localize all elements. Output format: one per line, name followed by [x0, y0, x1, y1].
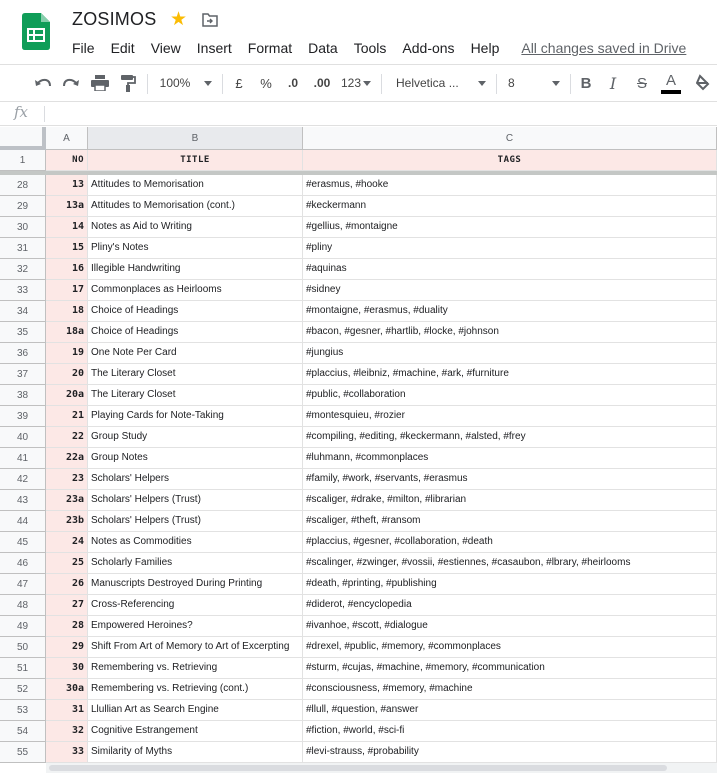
decrease-decimal-button[interactable]	[281, 65, 305, 101]
row-number[interactable]: 31	[0, 238, 46, 259]
cell-tags[interactable]: #aquinas	[303, 259, 717, 280]
toolbar-separator	[570, 74, 571, 94]
cell-no[interactable]: 27	[46, 595, 88, 616]
cell-tags[interactable]: #gellius, #montaigne	[303, 217, 717, 238]
cell-no[interactable]: 25	[46, 553, 88, 574]
cell-no[interactable]: 17	[46, 280, 88, 301]
cell-tags[interactable]: #placcius, #leibniz, #machine, #ark, #furniture	[303, 364, 717, 385]
formula-divider	[44, 106, 45, 122]
cell-tags[interactable]: #death, #printing, #publishing	[303, 574, 717, 595]
cell-no[interactable]: 22	[46, 427, 88, 448]
row-number[interactable]: 30	[0, 217, 46, 238]
table-row	[0, 259, 717, 280]
cell-tags[interactable]: #fiction, #world, #sci-fi	[303, 721, 717, 742]
table-row	[0, 364, 717, 385]
row-number[interactable]: 51	[0, 658, 46, 679]
row-number[interactable]: 43	[0, 490, 46, 511]
paint-bucket-icon	[696, 74, 714, 92]
header-cell-no[interactable]: NO	[46, 150, 88, 171]
table-row	[0, 217, 717, 238]
column-header-b[interactable]: B	[88, 127, 303, 150]
row-number[interactable]: 52	[0, 679, 46, 700]
cell-tags[interactable]: #scaliger, #theft, #ransom	[303, 511, 717, 532]
table-row	[0, 175, 717, 196]
table-row	[0, 343, 717, 364]
cell-title[interactable]: Attitudes to Memorisation	[88, 175, 303, 196]
row-number[interactable]: 46	[0, 553, 46, 574]
cell-title[interactable]: Notes as Commodities	[88, 532, 303, 553]
row-number[interactable]: 47	[0, 574, 46, 595]
table-row	[0, 721, 717, 742]
table-row	[0, 406, 717, 427]
cell-no[interactable]: 23b	[46, 511, 88, 532]
cell-title[interactable]: Manuscripts Destroyed During Printing	[88, 574, 303, 595]
table-row	[0, 553, 717, 574]
cell-no[interactable]: 23a	[46, 490, 88, 511]
cell-no[interactable]: 23	[46, 469, 88, 490]
cell-title[interactable]: Similarity of Myths	[88, 742, 303, 763]
cell-no[interactable]: 33	[46, 742, 88, 763]
cell-title[interactable]: Attitudes to Memorisation (cont.)	[88, 196, 303, 217]
cell-title[interactable]: Remembering vs. Retrieving (cont.)	[88, 679, 303, 700]
cell-no[interactable]: 20a	[46, 385, 88, 406]
cell-tags[interactable]: #llull, #question, #answer	[303, 700, 717, 721]
chevron-down-icon	[552, 81, 560, 86]
text-color-label: A	[665, 71, 676, 89]
cell-title[interactable]: Scholars' Helpers (Trust)	[88, 511, 303, 532]
formula-bar	[0, 102, 717, 126]
cell-no[interactable]: 21	[46, 406, 88, 427]
row-number[interactable]: 36	[0, 343, 46, 364]
row-number[interactable]: 41	[0, 448, 46, 469]
menu-data[interactable]: Data	[308, 40, 338, 56]
toolbar-separator	[381, 74, 382, 94]
cell-no[interactable]: 15	[46, 238, 88, 259]
cell-tags[interactable]: #levi-strauss, #probability	[303, 742, 717, 763]
cell-tags[interactable]: #placcius, #gesner, #collaboration, #death	[303, 532, 717, 553]
row-number[interactable]: 45	[0, 532, 46, 553]
cell-no[interactable]: 16	[46, 259, 88, 280]
toolbar-separator	[147, 74, 148, 94]
currency-format-button[interactable]: £	[235, 75, 243, 91]
row-number[interactable]: 54	[0, 721, 46, 742]
cell-title[interactable]: Group Notes	[88, 448, 303, 469]
row-number[interactable]: 32	[0, 259, 46, 280]
table-row	[0, 301, 717, 322]
cell-no[interactable]: 14	[46, 217, 88, 238]
cell-title[interactable]: Playing Cards for Note-Taking	[88, 406, 303, 427]
menu-bar	[64, 37, 686, 59]
cell-title[interactable]: The Literary Closet	[88, 364, 303, 385]
table-row	[0, 490, 717, 511]
spreadsheet-grid	[0, 127, 717, 773]
table-row	[0, 658, 717, 679]
cell-title[interactable]: Shift From Art of Memory to Art of Excerpting	[88, 637, 303, 658]
row-number[interactable]: 38	[0, 385, 46, 406]
menu-help[interactable]: Help	[470, 40, 500, 56]
increase-decimal-button[interactable]	[309, 65, 335, 101]
print-button[interactable]	[89, 65, 111, 101]
cell-tags[interactable]: #family, #work, #servants, #erasmus	[303, 469, 717, 490]
table-row	[0, 511, 717, 532]
table-row	[0, 574, 717, 595]
row-number[interactable]: 34	[0, 301, 46, 322]
zoom-value: 100%	[159, 76, 191, 90]
cell-tags[interactable]: #scaliger, #drake, #milton, #librarian	[303, 490, 717, 511]
print-icon	[91, 75, 109, 91]
header-cell-tags[interactable]: TAGS	[303, 150, 717, 171]
row-number[interactable]: 29	[0, 196, 46, 217]
cell-no[interactable]: 22a	[46, 448, 88, 469]
cell-tags[interactable]: #sturm, #cujas, #machine, #memory, #communication	[303, 658, 717, 679]
table-row	[0, 616, 717, 637]
cell-tags[interactable]: #drexel, #public, #memory, #commonplaces	[303, 637, 717, 658]
cell-title[interactable]: Illegible Handwriting	[88, 259, 303, 280]
table-row	[0, 385, 717, 406]
cell-no[interactable]: 24	[46, 532, 88, 553]
header-row	[0, 150, 717, 171]
cell-tags[interactable]: #erasmus, #hooke	[303, 175, 717, 196]
cell-title[interactable]: Remembering vs. Retrieving	[88, 658, 303, 679]
row-number[interactable]: 28	[0, 175, 46, 196]
row-number[interactable]: 48	[0, 595, 46, 616]
column-header-c[interactable]: C	[303, 127, 717, 150]
menu-format[interactable]: Format	[247, 40, 293, 56]
cell-no[interactable]: 28	[46, 616, 88, 637]
table-row	[0, 637, 717, 658]
row-number[interactable]: 42	[0, 469, 46, 490]
cell-title[interactable]: Scholars' Helpers (Trust)	[88, 490, 303, 511]
bold-button[interactable]: B	[580, 74, 592, 92]
cell-tags[interactable]: #bacon, #gesner, #hartlib, #locke, #johnson	[303, 322, 717, 343]
cell-tags[interactable]: #public, #collaboration	[303, 385, 717, 406]
cell-tags[interactable]: #diderot, #encyclopedia	[303, 595, 717, 616]
redo-button[interactable]	[60, 65, 82, 101]
cell-title[interactable]: Commonplaces as Heirlooms	[88, 280, 303, 301]
star-icon[interactable]: ★	[170, 9, 188, 30]
font-size-value: 8	[508, 76, 515, 90]
cell-title[interactable]: Pliny's Notes	[88, 238, 303, 259]
paint-format-icon	[120, 74, 136, 92]
cell-tags[interactable]: #compiling, #editing, #keckermann, #alsted, #frey	[303, 427, 717, 448]
cell-title[interactable]: The Literary Closet	[88, 385, 303, 406]
table-row	[0, 196, 717, 217]
cell-title[interactable]: Cross-Referencing	[88, 595, 303, 616]
chevron-down-icon	[478, 81, 486, 86]
toolbar-separator	[496, 74, 497, 94]
table-row	[0, 595, 717, 616]
save-status-link[interactable]: All changes saved in Drive	[521, 40, 687, 56]
cell-no[interactable]: 30	[46, 658, 88, 679]
chevron-down-icon	[363, 81, 371, 86]
table-row	[0, 322, 717, 343]
cell-no[interactable]: 13	[46, 175, 88, 196]
menu-edit[interactable]: Edit	[110, 40, 135, 56]
cell-title[interactable]: Llullian Art as Search Engine	[88, 700, 303, 721]
table-row	[0, 448, 717, 469]
header-cell-title[interactable]: TITLE	[88, 150, 303, 171]
sheets-logo-icon[interactable]	[22, 13, 50, 50]
row-number[interactable]: 33	[0, 280, 46, 301]
percent-format-button[interactable]: %	[260, 75, 272, 91]
cell-tags[interactable]: #consciousness, #memory, #machine	[303, 679, 717, 700]
document-title[interactable]: ZOSIMOS	[72, 9, 157, 29]
cell-title[interactable]: Scholars' Helpers	[88, 469, 303, 490]
cell-no[interactable]: 29	[46, 637, 88, 658]
row-number[interactable]: 1	[0, 150, 46, 171]
cell-tags[interactable]: #sidney	[303, 280, 717, 301]
toolbar	[0, 64, 717, 102]
table-row	[0, 238, 717, 259]
paint-format-button[interactable]	[117, 65, 139, 101]
decrease-decimal-label: .0	[287, 76, 298, 90]
font-size-select[interactable]	[504, 65, 564, 101]
table-row	[0, 427, 717, 448]
table-row	[0, 469, 717, 490]
italic-button[interactable]: I	[609, 73, 617, 93]
cell-no[interactable]: 13a	[46, 196, 88, 217]
cell-no[interactable]: 18	[46, 301, 88, 322]
undo-button[interactable]	[32, 65, 54, 101]
scrollbar-thumb[interactable]	[49, 765, 667, 771]
cell-title[interactable]: Choice of Headings	[88, 301, 303, 322]
font-family-value: Helvetica ...	[396, 76, 459, 90]
strikethrough-button[interactable]: S	[636, 74, 647, 92]
cell-tags[interactable]: #montaigne, #erasmus, #duality	[303, 301, 717, 322]
cell-no[interactable]: 26	[46, 574, 88, 595]
title-bar	[0, 0, 717, 64]
horizontal-scrollbar[interactable]	[46, 763, 717, 773]
cell-no[interactable]: 18a	[46, 322, 88, 343]
row-number[interactable]: 50	[0, 637, 46, 658]
toolbar-separator	[222, 74, 223, 94]
cell-title[interactable]: Group Study	[88, 427, 303, 448]
table-row	[0, 532, 717, 553]
cell-tags[interactable]: #jungius	[303, 343, 717, 364]
cell-tags[interactable]: #montesquieu, #rozier	[303, 406, 717, 427]
cell-no[interactable]: 20	[46, 364, 88, 385]
text-color-swatch	[661, 90, 681, 94]
cell-title[interactable]: Notes as Aid to Writing	[88, 217, 303, 238]
cell-title[interactable]: One Note Per Card	[88, 343, 303, 364]
cell-no[interactable]: 30a	[46, 679, 88, 700]
zoom-select[interactable]	[156, 65, 216, 101]
cell-tags[interactable]: #ivanhoe, #scott, #dialogue	[303, 616, 717, 637]
row-number[interactable]: 49	[0, 616, 46, 637]
fx-icon: fx	[14, 103, 29, 121]
cell-no[interactable]: 19	[46, 343, 88, 364]
redo-icon	[62, 77, 80, 89]
cell-title[interactable]: Choice of Headings	[88, 322, 303, 343]
menu-addons[interactable]: Add-ons	[402, 40, 455, 56]
row-number[interactable]: 40	[0, 427, 46, 448]
cell-no[interactable]: 31	[46, 700, 88, 721]
table-row	[0, 280, 717, 301]
undo-icon	[34, 77, 52, 89]
table-row	[0, 700, 717, 721]
chevron-down-icon	[204, 81, 212, 86]
row-number[interactable]: 39	[0, 406, 46, 427]
menu-view[interactable]: View	[150, 40, 181, 56]
cell-tags[interactable]: #keckermann	[303, 196, 717, 217]
number-format-label: 123	[340, 76, 362, 90]
cell-tags[interactable]: #scalinger, #zwinger, #vossii, #estiennes, #casaubon, #lbrary, #heirlooms	[303, 553, 717, 574]
row-number[interactable]: 55	[0, 742, 46, 763]
cell-title[interactable]: Scholarly Families	[88, 553, 303, 574]
menu-file[interactable]: File	[72, 40, 95, 56]
move-to-folder-icon[interactable]	[202, 13, 218, 27]
row-number[interactable]: 44	[0, 511, 46, 532]
menu-insert[interactable]: Insert	[196, 40, 232, 56]
row-number[interactable]: 35	[0, 322, 46, 343]
cell-no[interactable]: 32	[46, 721, 88, 742]
select-all-corner[interactable]	[0, 127, 46, 150]
text-color-button[interactable]	[660, 65, 682, 101]
table-row	[0, 679, 717, 700]
row-number[interactable]: 37	[0, 364, 46, 385]
cell-title[interactable]: Empowered Heroines?	[88, 616, 303, 637]
font-family-select[interactable]	[390, 65, 490, 101]
menu-tools[interactable]: Tools	[353, 40, 387, 56]
column-header-a[interactable]: A	[46, 127, 88, 150]
cell-tags[interactable]: #luhmann, #commonplaces	[303, 448, 717, 469]
number-format-select[interactable]	[339, 65, 373, 101]
increase-decimal-label: .00	[313, 76, 331, 90]
cell-tags[interactable]: #pliny	[303, 238, 717, 259]
row-number[interactable]: 53	[0, 700, 46, 721]
fill-color-button[interactable]	[696, 65, 717, 101]
cell-title[interactable]: Cognitive Estrangement	[88, 721, 303, 742]
table-row	[0, 742, 717, 763]
